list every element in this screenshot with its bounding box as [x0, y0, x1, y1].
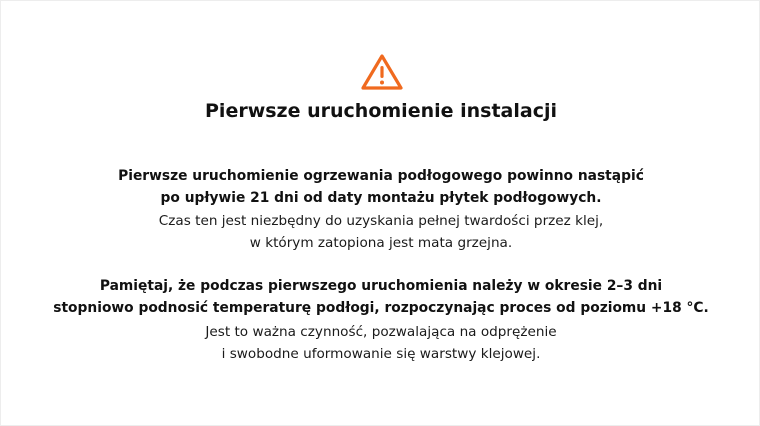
page-title: Pierwsze uruchomienie instalacji — [205, 100, 557, 122]
paragraph-1-bold — [1, 165, 760, 209]
paragraph-1-normal — [1, 210, 760, 254]
paragraph-2-normal — [1, 321, 760, 365]
paragraph-1-bold-line-1: Pierwsze uruchomienie ogrzewania podłogowego powinno nastąpić — [118, 168, 644, 184]
warning-triangle-icon — [360, 53, 404, 91]
warning-icon — [360, 53, 404, 91]
paragraph-2-bold — [1, 275, 760, 319]
paragraph-2-bold-line-2: stopniowo podnosić temperaturę podłogi, rozpoczynając proces od poziomu +18 °C. — [53, 300, 709, 316]
paragraph-1-normal-line-1: Czas ten jest niezbędny do uzyskania pełnej twardości przez klej, — [158, 213, 604, 229]
paragraph-2-normal-line-2: i swobodne uformowanie się warstwy klejowej. — [221, 346, 541, 362]
paragraph-2-normal-line-1: Jest to ważna czynność, pozwalająca na odprężenie — [205, 324, 557, 340]
paragraph-2-bold-line-1: Pamiętaj, że podczas pierwszego uruchomienia należy w okresie 2–3 dni — [99, 278, 663, 294]
paragraph-1-normal-line-2: w którym zatopiona jest mata grzejna. — [249, 235, 513, 251]
paragraph-1-bold-line-2: po upływie 21 dni od daty montażu płytek podłogowych. — [160, 190, 602, 206]
